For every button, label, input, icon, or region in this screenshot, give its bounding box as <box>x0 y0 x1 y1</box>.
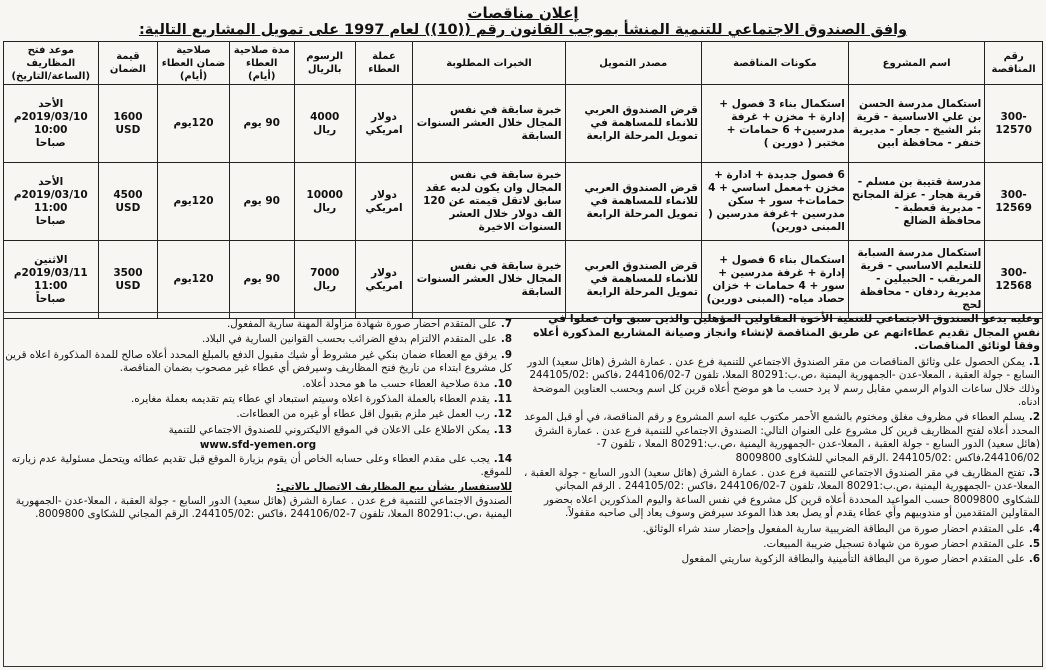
term-text: تفتح المظاريف في مقر الصندوق الاجتماعي للتنمية فرع عدن . عمارة الشرق (هائل سعيد) الدور السابع - جولة العقبة ، المعلا-عدن -الجمهورية اليمنية ،ص.ب:80291 المعلا، تلفون 7-244106/02 ،فاكس :244105/02 . الرقم المجاني للشكاوى 8009800 حسب المواعيد المحددة أعلاه قرين كل مشروع في نفس الساعة واليوم المذكورين اعلاه بحضور المقاولين المتقدمين أو مندوبيهم وأي عطاء يقدم أو يصل بعد هذا الموعد سيرفض وسوف يعاد إلى صاحبه مقفولاً. <box>524 467 1040 520</box>
term-text: رب العمل غير ملزم بقبول اقل عطاء أو غيره من العطاءات. <box>236 408 490 421</box>
table-row <box>4 241 1043 319</box>
tenders-table <box>3 41 1043 319</box>
fees: 7000 ريال <box>294 241 355 319</box>
term-text: على المتقدم احضار صورة شهادة مزاولة المهنة سارية المفعول. <box>227 318 497 330</box>
website-link[interactable]: www.sfd-yemen.org <box>199 439 317 452</box>
term-item <box>4 408 512 421</box>
terms-right-column <box>518 312 1040 668</box>
term-text: مدة صلاحية العطاء حسب ما هو محدد أعلاه. <box>302 377 490 390</box>
col-header: الخبرات المطلوبة <box>413 42 565 85</box>
term-number: 8. <box>500 333 512 346</box>
term-item <box>4 333 512 346</box>
term-number: 12. <box>493 408 512 421</box>
inquiry-title: للاستفسار بشأن بيع المظاريف الاتصال بالاتي: <box>276 481 512 494</box>
required-experience: خبرة سابقة في نفس المجال خلال العشر السنوات السابقة <box>413 241 565 319</box>
terms-left-column <box>4 318 512 668</box>
term-number: 3. <box>1028 467 1040 480</box>
tender-components: 6 فصول جديدة + ادارة + مخزن +معمل اساسي + 4 حمامات+ سور + سكن مدرسين +غرفة مدرسين ( المبنى دورين) <box>701 163 848 241</box>
term-number: 11. <box>493 393 512 406</box>
term-number: 1. <box>1028 355 1040 368</box>
term-number: 4. <box>1028 522 1040 535</box>
guarantee-validity: 120يوم <box>158 241 229 319</box>
project-name: استكمال مدرسة الحسن بن علي الاساسية - قرية بئر الشيخ - جعار - مديرية خنفر - محافظة ابين <box>848 85 984 163</box>
tender-components: استكمال بناء 3 فصول + إدارة + مخزن + غرفة مدرسين+ 6 حمامات + مختبر ( دورين ) <box>701 85 848 163</box>
term-item <box>4 453 512 480</box>
table-header-row <box>4 42 1043 85</box>
inquiry-text: الصندوق الاجتماعي للتنمية فرع عدن . عمارة الشرق (هائل سعيد) الدور السابع - جولة العقبة ، المعلا-عدن -الجمهورية اليمنية ،ص.ب:80291 المعلا، تلفون 7-244106/02 ،فاكس :244105/02. الرقم المجاني للشكاوى 8009800. <box>15 494 512 521</box>
guarantee-value: 3500 USD <box>98 241 158 319</box>
term-text: يقدم العطاء بالعملة المذكورة اعلاه وسيتم استبعاد اي عطاء يتم تقديمه بعملة مغايره. <box>130 393 490 406</box>
funding-source: قرض الصندوق العربي للانماء للمساهمة في تمويل المرحلة الرابعة <box>565 163 701 241</box>
fees: 10000 ريال <box>294 163 355 241</box>
term-text: يرفق مع العطاء ضمان بنكي غير مشروط أو شيك مقبول الدفع بالمبلغ المحدد أعلاه صالح للمدة المذكورة اعلاه قرين كل مشروع ابتداء من تاريخ فتح المظاريف وسيرفض أي عطاء غير مصحوب بضمان المناقصة. <box>5 348 512 375</box>
term-text: على المتقدم احضار صورة من البطاقة التأمينية والبطاقة الزكوية ساريتي المفعول <box>681 553 1025 566</box>
term-item <box>518 467 1040 521</box>
guarantee-validity: 120يوم <box>158 85 229 163</box>
required-experience: خبرة سابقة في نفس المجال خلال العشر السنوات السابقة <box>413 85 565 163</box>
col-header: صلاحية ضمان العطاء (أيام) <box>158 42 229 85</box>
col-header: مكونات المناقصة <box>701 42 848 85</box>
term-number: 7. <box>500 318 512 330</box>
opening-date: الاثنين 2019/03/11م 11:00 صباحاً <box>4 241 99 319</box>
term-item <box>4 393 512 406</box>
term-item <box>4 378 512 391</box>
tender-number: 300-12568 <box>985 241 1043 319</box>
tender-number: 300-12569 <box>985 163 1043 241</box>
col-header: قيمة الضمان <box>98 42 158 85</box>
bid-currency: دولار امريكي <box>355 241 413 319</box>
col-header: مدة صلاحية العطاء (أيام) <box>229 42 294 85</box>
guarantee-value: 1600 USD <box>98 85 158 163</box>
announcement-title: إعلان مناقصات <box>467 4 579 22</box>
col-header: موعد فتح المظاريف (الساعة/التاريخ) <box>4 42 99 85</box>
project-name: مدرسة قتيبة بن مسلم - قرية هجار - عزلة المجانح - مديرية قعطبة - محافظة الضالع <box>848 163 984 241</box>
opening-date: الأحد 2019/03/10م 11:00 صباحا <box>4 163 99 241</box>
term-number: 9. <box>500 348 512 361</box>
invitation-intro: وعليه يدعو الصندوق الاجتماعي للتنمية الأخوة المقاولين المؤهلين والذين سبق وان عملوا في نفس المجال تقديم عطاءاتهم عن طريق المناقصة لإنشاء وانجاز وصيانة المشاريع المذكورة أعلاه وفقاً لوثائق المناقصات. <box>533 312 1040 353</box>
term-text: على المتقدم احضار صورة من البطاقة الضريبية سارية المفعول وإحضار سند شراء الوثائق. <box>642 522 1025 535</box>
project-name: استكمال مدرسة السبابة للتعليم الاساسي - قرية المريقب - الحبيلين - مديرية ردفان - محافظة لحج <box>848 241 984 319</box>
term-text: يجب على مقدم العطاء وعلى حسابه الخاص أن يقوم بزيارة الموقع قبل تقديم عطائه ويتحمل مسئولية عدم زيارته للموقع. <box>11 452 512 479</box>
term-text: على المتقدم الالتزام بدفع الضرائب بحسب القوانين السارية في البلاد. <box>201 333 497 346</box>
term-number: 2. <box>1028 411 1040 424</box>
funding-source: قرض الصندوق العربي للانماء للمساهمة في تمويل المرحلة الرابعة <box>565 241 701 319</box>
term-number: 14. <box>493 452 512 465</box>
fees: 4000 ريال <box>294 85 355 163</box>
tender-components: استكمال بناء 6 فصول + إدارة + غرفة مدرسين + سور + 4 حمامات + خزان حصاد مياه- (المبنى دورين) <box>701 241 848 319</box>
term-number: 5. <box>1028 538 1040 551</box>
term-item <box>4 318 512 331</box>
term-number: 13. <box>493 423 512 436</box>
col-header: عملة العطاء <box>355 42 413 85</box>
col-header: اسم المشروع <box>848 42 984 85</box>
term-text: على المتقدم احضار صورة من شهادة تسجيل ضريبة المبيعات. <box>763 538 1025 551</box>
tender-number: 300-12570 <box>985 85 1043 163</box>
bid-validity: 90 يوم <box>229 85 294 163</box>
guarantee-validity: 120يوم <box>158 163 229 241</box>
bid-currency: دولار امريكي <box>355 163 413 241</box>
col-header: مصدر التمويل <box>565 42 701 85</box>
announcement-subtitle: وافق الصندوق الاجتماعي للتنمية المنشأ بموجب القانون رقم ((10)) لعام 1997 على تمويل المشاريع التالية: <box>138 22 908 38</box>
term-item <box>518 356 1040 410</box>
term-number: 6. <box>1028 553 1040 566</box>
term-item <box>4 424 512 437</box>
table-row <box>4 163 1043 241</box>
term-text: يمكن الحصول على وثائق المناقصات من مقر الصندوق الاجتماعي للتنمية فرع عدن . عمارة الشرق (هائل سعيد) الدور السابع - جولة العقبة ، المعلا-عدن -الجمهورية اليمنية ،ص.ب:80291 المعلا، تلفون 7-244106/02 ،فاكس :244105/02 وذلك خلال ساعات الدوام الرسمي مقابل رسم لا يرد حسب ما هو موضح أعلاه قرين كل اسم وبحسب العناوين الموضحة ادناه. <box>527 355 1040 408</box>
col-header: الرسوم بالريال <box>294 42 355 85</box>
term-item <box>518 411 1040 465</box>
term-item <box>4 349 512 376</box>
bid-validity: 90 يوم <box>229 241 294 319</box>
term-text: يسلم العطاء في مظروف مغلق ومختوم بالشمع الأحمر مكتوب عليه اسم المشروع و رقم المناقصة، في أو قبل الموعد المحدد أعلاه لفتح المظاريف قرين كل مشروع على العنوان التالي: الصندوق الاجتماعي للتنمية فرع عدن . عمارة الشرق (هائل سعيد) الدور السابع - جولة العقبة ، المعلا-عدن -الجمهورية اليمنية ،ص.ب:80291 المعلا ، تلفون 7-244106/02،فاكس :244105/02 .الرقم المجاني للشكاوى 8009800 <box>524 411 1040 464</box>
term-text: يمكن الاطلاع على الاعلان في الموقع الاليكتروني للصندوق الاجتماعي للتنمية <box>168 423 490 436</box>
bid-currency: دولار امريكي <box>355 85 413 163</box>
col-header: رقم المناقصة <box>985 42 1043 85</box>
term-number: 10. <box>493 377 512 390</box>
opening-date: الأحد 2019/03/10م 10:00 صباحا <box>4 85 99 163</box>
term-item <box>518 538 1040 551</box>
table-row <box>4 85 1043 163</box>
term-item <box>518 523 1040 536</box>
required-experience: خبرة سابقة في نفس المجال وان يكون لديه عقد سابق لاتقل قيمته عن 120 الف دولار خلال العشر السنوات الاخيرة <box>413 163 565 241</box>
term-item <box>518 553 1040 566</box>
bid-validity: 90 يوم <box>229 163 294 241</box>
guarantee-value: 4500 USD <box>98 163 158 241</box>
funding-source: قرض الصندوق العربي للانماء للمساهمة في تمويل المرحلة الرابعة <box>565 85 701 163</box>
